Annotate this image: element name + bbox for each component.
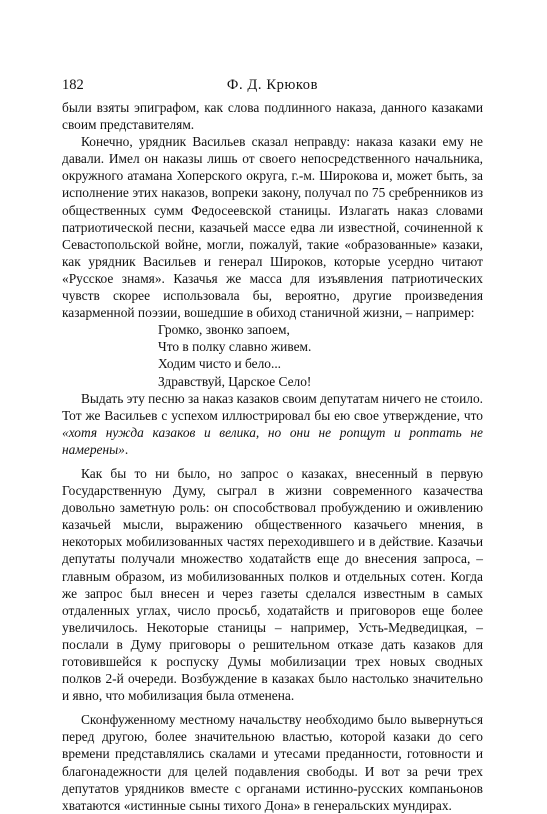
paragraph-3-text: Выдать эту песню за наказ казаков своим депутатам ничего не стоило. Тот же Васильев с успехом иллюстрировал бы ею свое утверждение, что bbox=[62, 390, 483, 423]
paragraph-2: Конечно, урядник Васильев сказал неправду: наказа казаки ему не давали. Имел он наказы лишь от своего непосредственного начальника, окружного атамана Хоперского округа, г.-м. Широкова и, может быть, за исполнение этих наказов, вопреки закону, получал по 75 сребренников из общественных сумм Федосеевской станицы. Излагать наказ словами патриотической песни, казачьей массе едва ли известной, сочиненной к Севастопольской войне, могли, пожалуй, такие «образованные» казаки, как урядник Васильев и генерал Широков, которые усердно читают «Русское знамя». Казачья же масса для изъявления патриотических чувств скорее использовала бы, вероятно, другие произведения казарменной поэзии, вошедшие в обиход станичной жизни, – например: bbox=[62, 134, 483, 321]
paragraph-continuation: были взяты эпиграфом, как слова подлинного наказа, данного казаками своим представителям. bbox=[62, 100, 483, 133]
running-head bbox=[62, 76, 483, 94]
paragraph-3 bbox=[62, 390, 483, 458]
verse-line: Здравствуй, Царское Село! bbox=[158, 373, 312, 389]
paragraph-3-end: . bbox=[124, 441, 129, 457]
page-number: 182 bbox=[62, 77, 84, 93]
paragraph-5: Сконфуженному местному начальству необходимо было вывернуться перед другою, более значительною властью, которой казаки до сего времени представлялись скалами и утесами преданности, готовности и благонадежности для целей подавления свободы. И вот за речи трех депутатов урядников вместе с органами истинно-русских компаньонов хватаются «истинные сыны тихого Дона» в генеральских мундирах. bbox=[62, 712, 483, 813]
verse-quote bbox=[158, 321, 483, 389]
paragraph-3-italic-quote: «хотя нужда казаков и велика, но они не ропщут и роптать не намерены» bbox=[62, 424, 483, 457]
running-title: Ф. Д. Крюков bbox=[226, 77, 319, 93]
verse-line: Ходим чисто и бело... bbox=[158, 356, 282, 372]
verse-line: Громко, звонко запоем, bbox=[158, 322, 290, 338]
verse-line: Что в полку славно живем. bbox=[158, 339, 312, 355]
paragraph-4: Как бы то ни было, но запрос о казаках, внесенный в первую Государственную Думу, сыграл в жизни современного казачества довольно заметную роль: он способствовал пробуждению и оживлению казачьей мысли, выражению общественного казачьего мнения, в некоторых мобилизованных частях переходившего и в действие. Казачьи депутаты получали множество ходатайств еще до внесения запроса, – главным образом, из мобилизованных полков и отдельных сотен. Когда же запрос был внесен и через газеты сделался известным в самых отдаленных углах, число просьб, ходатайств и приговоров еще более увеличилось. Некоторые станицы – например, Усть-Медведицкая, – послали в Думу приговоры о решительном отказе дать казаков для готовившейся к роспуску Думы мобилизации трех новых сводных полков 2-й очереди. Возбуждение в казаках было настолько значительно и явно, что мобилизация была отменена. bbox=[62, 465, 483, 704]
body-text bbox=[62, 99, 483, 814]
